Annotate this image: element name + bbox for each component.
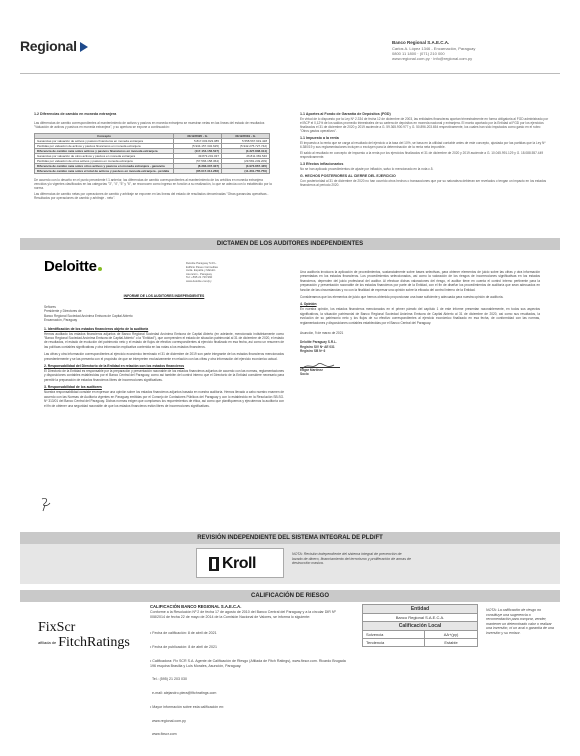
signature-line: [300, 358, 340, 368]
fitch-logo-text: FitchRatings: [58, 635, 130, 650]
fx-after-text-2: Las diferencias de cambio netas por operaciones de cambio y arbitraje se exponen en las líneas del estado de resultados denominadas "Otras ganancias operativas - Resultados por operaciones de cambio y arbitraje - neto".: [34, 192, 269, 200]
row-label: Ganancias por valuación de activos y pasivos financieros en moneda extranjera: [35, 139, 174, 144]
rating-solvency-label: Solvencia: [363, 631, 425, 639]
row-value-2019: (5.942.275.727.742): [222, 144, 270, 149]
list-item: www.fixscr.com: [150, 732, 177, 737]
rating-trend-value: Estable: [425, 639, 478, 647]
fx-intro: Las diferencias de cambio correspondientes al mantenimiento de activos y pasivos en moneda extranjera se muestran netas en las líneas del estado de resultados "Valuación de activos y pasivos en moneda extranjera", y su apertura se expone a continuación:: [34, 121, 265, 129]
row-label: Diferencia de cambio neta sobre otros activos y pasivos en moneda extranjera - ganancia: [35, 164, 174, 169]
row-label: Ganancias por valuación de otros activos y pasivos en moneda extranjera: [35, 154, 174, 159]
regional-arrow-icon: [80, 42, 88, 52]
tax-text-2: El saldo al resultado en concepto de impuesto a la renta por los ejercicios finalizados el 31 de diciembre de 2020 y 2019 asciende a G. 10.045.991.129 y G. 18.088.557.449 respectivamente.: [300, 151, 544, 159]
row-value-2019: (3.973.867.435): [222, 164, 270, 169]
rating-band: CALIFICACIÓN DE RIESGO: [20, 590, 560, 602]
row-value-2020: (117.154.156.527): [174, 149, 222, 154]
auditors-band: DICTAMEN DE LOS AUDITORES INDEPENDIENTES: [20, 238, 560, 250]
deloitte-logo: [44, 258, 102, 275]
row-label: Pérdidas por valuación de otros activos y pasivos en moneda extranjera: [35, 159, 174, 164]
rating-table: [362, 604, 478, 647]
row-value-2019: 26.811.381.546: [222, 154, 270, 159]
audit-paragraph-3: Nuestra responsabilidad consiste en expresar una opinión sobre los estados financieros adjuntos basada en nuestra auditoría. Hemos llevado a cabo nuestro examen de acuerdo con las Normas de Auditoría vigentes en Paraguay emitidas por el Consejo de Contadores Públicos del Paraguay y con lo establecido en la Resolución SB.SG. Nº 313/01 del Banco Central del Paraguay. Dichas normas exigen que cumplamos los requerimientos de ética, así como que planifiquemos y ejecutemos la auditoría con el fin de obtener una seguridad razonable de que los estados financieros están libres de incorrecciones significativas.: [44, 390, 284, 408]
fx-after-text: De acuerdo con lo descrito en el punto precedente f.1 anterior, las diferencias de cambio correspondientes al mantenimiento de los créditos en moneda extranjera vencidos y/o vigentes clasificados en las categorías "3", "4", "5" y "6", se reconocen como ingreso en función a su realización, lo que se adecúa con lo establecido por la norma.: [34, 178, 272, 190]
list-item: • Fecha de calificación: 8 de abril de 2021: [150, 631, 217, 636]
rating-entity-name: Banco Regional S.A.E.C.A.: [363, 614, 478, 622]
audit-right-paragraph-1: Una auditoría involucra la aplicación de procedimientos, sustancialmente sobre bases selectivas, para obtener elementos de juicio sobre las cifras y otra información presentadas en los estados financieros. Los procedimientos seleccionados, así como la valoración de los riesgos de incorrecciones significativas en los estados financieros, dependen del juicio profesional del auditor. Al efectuar dichas valoraciones del riesgo, el auditor tiene en cuenta el control interno pertinente para la preparación y presentación razonable de los estados financieros por parte de la Entidad, con el fin de diseñar los procedimientos de auditoría que sean adecuados en función de las circunstancias y no con la finalidad de expresar una opinión sobre la eficacia del control interno de la Entidad.: [300, 270, 540, 292]
audit-paragraph-2: El Directorio de la Entidad es responsable por la preparación y presentación razonable de los estados financieros adjuntos de acuerdo con las normas, reglamentaciones y disposiciones contables establecidas por el Banco Central del Paraguay, como así también del control interno que el Directorio de la Entidad considere necesario para permitir la preparación de estados financieros libres de incorrecciones significativas.: [44, 369, 284, 382]
table-row: [363, 631, 478, 639]
bank-contact-block: [392, 40, 562, 61]
list-item: • Fecha de publicación: 8 de abril de 2021: [150, 645, 217, 650]
audit-paragraph-1: Hemos auditado los estados financieros adjuntos de Banco Regional Sociedad Anónima Emisora de Capital Abierto (en adelante, mencionado indistintamente como "Banco Regional Sociedad Anónima Emisora de Capital Abierto" o la "Entidad"), que comprenden el estado de situación patrimonial al 31 de diciembre de 2020, el estado de resultados, el estado de evolución del patrimonio neto y el estado de flujos de efectivo correspondientes al ejercicio finalizado en esa fecha, así como un resumen de las políticas contables significativas y otra información explicativa contenida en las notas a los estados financieros.: [44, 331, 284, 349]
list-item: www.regional.com.py: [150, 718, 186, 723]
list-item: • Mayor información sobre esta calificación en:: [150, 704, 225, 709]
fixscr-affiliate-text: afiliada de: [38, 640, 57, 646]
subsequent-events-text: Con posterioridad al 31 de diciembre de 2020 no han ocurrido otros hechos o transacciones que por su naturaleza debieran ser revelados o tengan un impacto en los estados financieros al período 2020.: [300, 179, 547, 187]
rating-solvency-value: AA+(py): [425, 631, 478, 639]
deloitte-dot-icon: [98, 267, 102, 271]
bank-name: Banco Regional S.A.E.C.A.: [392, 40, 450, 45]
row-value-2020: (5.934.157.332.625): [174, 144, 222, 149]
pld-band: REVISIÓN INDEPENDIENTE DEL SISTEMA INTEGRAL DE PLD/FT: [20, 532, 560, 544]
initials-mark: [40, 496, 54, 512]
audit-left-column: [44, 294, 284, 408]
rating-trend-label: Tendencia: [363, 639, 425, 647]
row-value-2019: (3.327.808.314): [222, 149, 270, 154]
bank-address: Carlos A. López 1346 - Encarnación, Paraguay: [392, 46, 476, 51]
rating-entity-header: Entidad: [363, 605, 478, 614]
rating-bullets: [150, 622, 346, 746]
row-value-2020: 49.873.201.037: [174, 154, 222, 159]
list-item: e-mail: alejandro.piera@fitchratings.com: [150, 691, 217, 696]
fixscr-logo: [38, 620, 130, 650]
audit-heading-3: 3. Responsabilidad de los auditores: [44, 385, 102, 390]
deloitte-logo-text: Deloitte: [44, 258, 97, 275]
rating-title: CALIFICACIÓN BANCO REGIONAL S.A.E.C.A.: [150, 604, 242, 609]
audit-opinion-paragraph: En nuestra opinión, los estados financieros mencionados en el primer párrafo del capítulo 1 de este informe presentan razonablemente, en todos sus aspectos significativos, la situación patrimonial de Banco Regional Sociedad Anónima Emisora de Capital Abierto al 31 de diciembre de 2020, así como sus resultados, la evolución de su patrimonio neto y los flujos de su efectivo correspondientes al ejercicio económico finalizado en esa fecha, de conformidad con las normas, reglamentaciones y disposiciones contables establecidas por el Banco Central del Paraguay.: [300, 307, 540, 325]
row-value-2020: (8.283.337.327): [174, 164, 222, 169]
row-value-2019: (29.581.249.209): [222, 159, 270, 164]
regional-logo: [20, 38, 88, 54]
row-value-2020: (57.566.158.364): [174, 159, 222, 164]
deloitte-firm-block: Deloitte Paraguay S.R.L. Edificio Paseo Carmelitas Avda. España y Malutin Asunción - Paraguay Tel: +595 21 726 960 www.deloitte.com/py: [186, 261, 218, 283]
inflation-title: 1.3 Efectos inflacionarios: [300, 162, 344, 166]
subsequent-events-title: G. HECHOS POSTERIORES AL CIERRE DEL EJERCICIO: [300, 174, 396, 178]
signature-scribble-icon: [300, 361, 340, 371]
row-value-2020: 5.817.003.823.085: [174, 139, 222, 144]
kroll-mark-icon: [209, 557, 219, 571]
inflation-text: No se han aplicado procedimientos de ajuste por inflación, salvo lo mencionado en la nota c.5.: [300, 167, 434, 171]
rating-local-header: Calificación Local: [363, 622, 478, 631]
fgd-title: 1.1 Aportes al Fondo de Garantía de Depósitos (FGD): [300, 112, 391, 116]
fx-table: [34, 133, 270, 174]
fx-col-2020: 31/12/2020 - G.: [174, 134, 222, 139]
row-label: Diferencia de cambio neta sobre el total de activos y pasivos en moneda extranjera - pérdida: [35, 169, 174, 174]
handwritten-initials-icon: [40, 496, 54, 512]
kroll-note: NOTA: Revisión independiente del sistema integral de prevención de lavado de dinero, financiamiento del terrorismo y proliferación de armas de destrucción masiva.: [292, 552, 412, 566]
kroll-logo-text: Kroll: [222, 555, 256, 572]
fx-section-title: 1.2 Diferencias de cambio en moneda extranjera: [34, 112, 117, 116]
audit-right-column: [300, 270, 540, 377]
audit-heading-1: 1. Identificación de los estados financieros objeto de la auditoría: [44, 326, 149, 331]
rating-note: NOTA: La calificación de riesgo no constituye una sugerencia o recomendación para comprar, vender, mantener un determinado valor o realizar una inversión, ni un aval o garantía de una inversión y su emisor.: [486, 608, 554, 635]
row-label: Pérdidas por valuación de activos y pasivos financieros en moneda extranjera: [35, 144, 174, 149]
fx-section: [34, 112, 274, 200]
table-row: [35, 169, 270, 174]
audit-paragraph-1b: Las cifras y otra información correspondientes al ejercicio económico terminado el 31 de diciembre de 2019 son parte integrante de los estados financieros mencionados precedentemente y se las presenta con el propósito de que se interpreten exclusivamente en relación con las cifras y otra información del ejercicio económico actual.: [44, 352, 284, 361]
bank-web: www.regional.com.py · info@regional.com.py: [392, 56, 473, 61]
row-label: Diferencia de cambio neta sobre activos y pasivos financieros en moneda extranjera: [35, 149, 174, 154]
rating-table-wrapper: [362, 604, 478, 647]
kroll-section: [20, 544, 560, 584]
notes-section: [300, 112, 550, 187]
row-value-2019: (11.301.755.750): [222, 169, 270, 174]
audit-addressee: Señores Presidente y Directores de Banco Regional Sociedad Anónima Emisora de Capital Abierto Encarnación, Paraguay: [44, 305, 133, 323]
row-value-2019: 5.558.567.919.428: [222, 139, 270, 144]
rating-info-block: [150, 604, 346, 746]
list-item: Tel.: (595) 21 203 030: [150, 677, 187, 682]
header-divider: [20, 73, 560, 74]
kroll-logo: [196, 548, 284, 578]
fixscr-logo-text: FixScr: [38, 620, 76, 635]
row-value-2020: (85.017.314.266): [174, 169, 222, 174]
regional-logo-text: Regional: [20, 38, 77, 54]
table-row: [363, 639, 478, 647]
audit-heading-2: 2. Responsabilidad del Directorio de la Entidad en relación con los estados financieros: [44, 364, 185, 369]
tax-title: 1.1 Impuesto a la renta: [300, 136, 339, 140]
audit-signer: Edgar Martínez Socio: [300, 367, 323, 377]
bank-phone: 0800 11 1800 · (071) 210 000: [392, 51, 445, 56]
audit-date: Asunción, 9 de marzo de 2021: [300, 331, 344, 336]
fx-col-concepto: Concepto: [35, 134, 174, 139]
list-item: • Calificadora: Fix SCR S.A. Agente de Calificación de Riesgo (Afiliada de Fitch Ratings), www.fixscr.com. Ricardo Brugada 196 esquina Brasilia y Luis Morales, Asunción, Paraguay.: [150, 658, 347, 668]
audit-report-title: INFORME DE LOS AUDITORES INDEPENDIENTES: [123, 294, 205, 298]
fx-col-2019: 31/12/2019 - G.: [222, 134, 270, 139]
tax-text: El impuesto a la renta que se carga al resultado del ejercicio a la tasa del 10%, se basa en la utilidad contable antes de este concepto, ajustada por las partidas que la Ley Nº 6.380/19 y sus reglamentaciones incluyen o excluyen para la determinación de la renta neta imponible.: [300, 141, 546, 149]
fgd-text: En virtud de lo dispuesto por la Ley Nº 2.334 de fecha 12 de diciembre de 2003, las entidades financieras aportan trimestralmente en forma obligatoria al FGD administrado por el BCP el 0,12% de los saldos promedio trimestrales de su cartera de depósitos en moneda nacional y extranjera. El monto aportado por la Entidad al FGD por los ejercicios finalizados el 31 de diciembre de 2020 y 2019 asciende a G. 59.365.900.977 y G. 50.896.203.654 respectivamente, los cuales han sido imputados como gasto en el rubro "Otros gastos operativos".: [300, 117, 549, 133]
rating-text: Conforme a la Resolución Nº 2 de fecha 17 de agosto de 2010 del Banco Central del Paraguay y a la circular DIR Nº 008/2014 de fecha 22 de mayo de 2014 de la Comisión Nacional de Valores, se informa lo siguiente:: [150, 610, 336, 619]
audit-firm-signature: Deloitte Paraguay S.R.L. Registro SIV Nº AE 031 Registro SB Nº 6: [300, 340, 337, 354]
audit-right-paragraph-2: Consideramos que los elementos de juicio que hemos obtenido proporcionan una base suficiente y adecuada para nuestra opinión de auditoría.: [300, 295, 504, 300]
audit-heading-4: 4. Opinión: [300, 302, 317, 307]
